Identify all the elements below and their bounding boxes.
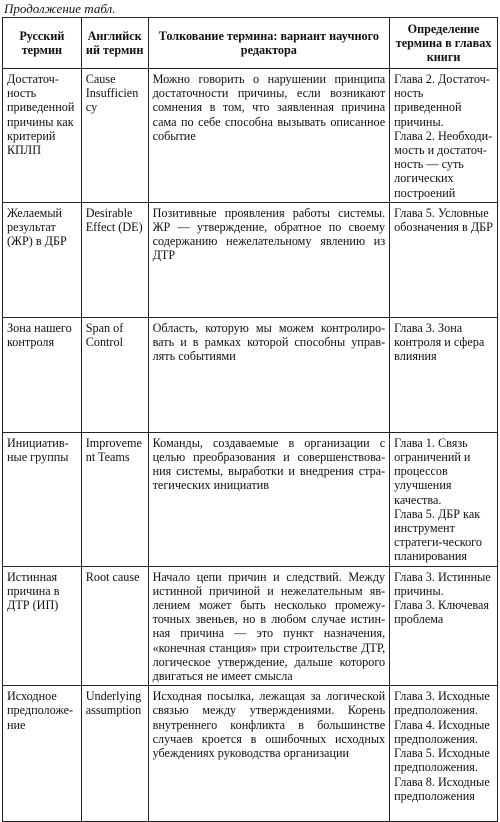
- cell-russian-term: Инициатив-ные группы: [3, 432, 82, 566]
- table-row: [3, 202, 498, 317]
- header-interpretation: Толкование термина: вариант научного редактора: [148, 18, 390, 69]
- cell-book-reference: [390, 317, 498, 432]
- reference-entry: Глава 3. Зона контроля и сфера влияния: [394, 320, 485, 364]
- reference-entry: Глава 2. Необходи-мость и достаточ-ность — суть логических построений: [394, 128, 493, 200]
- reference-entry: Глава 3. Истинные причины.: [394, 569, 491, 598]
- reference-entry: Глава 5. ДБР как инструмент стратеги-ческого планирования: [394, 506, 482, 564]
- glossary-table: [2, 17, 498, 822]
- table-caption: Продолжение табл.: [4, 1, 116, 16]
- cell-book-reference: [390, 69, 498, 203]
- table-row: [3, 317, 498, 432]
- cell-english-term: Cause Insufficiency: [81, 69, 148, 203]
- cell-interpretation: Начало цепи причин и следствий. Между истинной причиной и нежелательным яв-лением может быть несколько промежу-точных звеньев, но в любом случае истин-ная причина — это пункт назначения, «конечная станция» при строительстве ДТР, логическое утверждение, дальше которого двигаться не имеет смысла: [148, 566, 390, 686]
- header-book-reference: Определение термина в главах книги: [390, 18, 498, 69]
- header-russian-term: Русский термин: [3, 18, 82, 69]
- reference-entry: Глава 2. Достаточ-ность приведенной причины.: [394, 72, 490, 129]
- cell-russian-term: Достаточ-ность приведенной причины как критерий КПЛП: [3, 69, 82, 203]
- cell-book-reference: [390, 432, 498, 566]
- cell-book-reference: [390, 566, 498, 686]
- header-english-term: Английский термин: [81, 18, 148, 69]
- table-row: [3, 432, 498, 566]
- cell-interpretation: Можно говорить о нарушении принципа достаточности причины, если возникают сомнения в том, что заявленная причина сама по себе способна вызывать описанное событие: [148, 69, 390, 203]
- table-header-row: [3, 18, 498, 69]
- reference-entry: Глава 5. Исходные предположения.: [394, 746, 490, 775]
- reference-entry: Глава 4. Исходные предположения.: [394, 717, 490, 746]
- cell-russian-term: Исходное предположе-ние: [3, 686, 82, 822]
- cell-english-term: Span of Control: [81, 317, 148, 432]
- cell-russian-term: Зона нашего контроля: [3, 317, 82, 432]
- reference-entry: Глава 8. Исходные предположения: [394, 774, 490, 803]
- cell-russian-term: Желаемый результат (ЖР) в ДБР: [3, 202, 82, 317]
- cell-interpretation: Команды, создаваемые в организации с целью преобразования и совершенствова-ния системы, выработки и внедрения стра-тегических инициатив: [148, 432, 390, 566]
- cell-book-reference: [390, 202, 498, 317]
- cell-english-term: Improvement Teams: [81, 432, 148, 566]
- reference-entry: Глава 1. Связь ограничений и процессов улучшения качества.: [394, 435, 471, 507]
- cell-russian-term: Истинная причина в ДТР (ИП): [3, 566, 82, 686]
- table-row: [3, 686, 498, 822]
- cell-interpretation: Позитивные проявления работы системы. ЖР — утверждение, обратное по своему содержанию нежелательному явлению из ДТР: [148, 202, 390, 317]
- reference-entry: Глава 3. Исходные предположения.: [394, 689, 490, 718]
- cell-interpretation: Исходная посылка, лежащая за логической связью между утверждениями. Корень внутреннего конфликта в большинстве случаев кроется в ошибочных исходных убеждениях руководства организации: [148, 686, 390, 822]
- table-row: [3, 566, 498, 686]
- cell-english-term: Desirable Effect (DE): [81, 202, 148, 317]
- table-row: [3, 69, 498, 203]
- reference-entry: Глава 3. Ключевая проблема: [394, 598, 489, 627]
- cell-english-term: Underlying assumption: [81, 686, 148, 822]
- reference-entry: Глава 5. Условные обозначения в ДБР: [394, 205, 493, 235]
- cell-book-reference: [390, 686, 498, 822]
- cell-english-term: Root cause: [81, 566, 148, 686]
- cell-interpretation: Область, которую мы можем контролиро-вать и в рамках которой способны управ-лять событиями: [148, 317, 390, 432]
